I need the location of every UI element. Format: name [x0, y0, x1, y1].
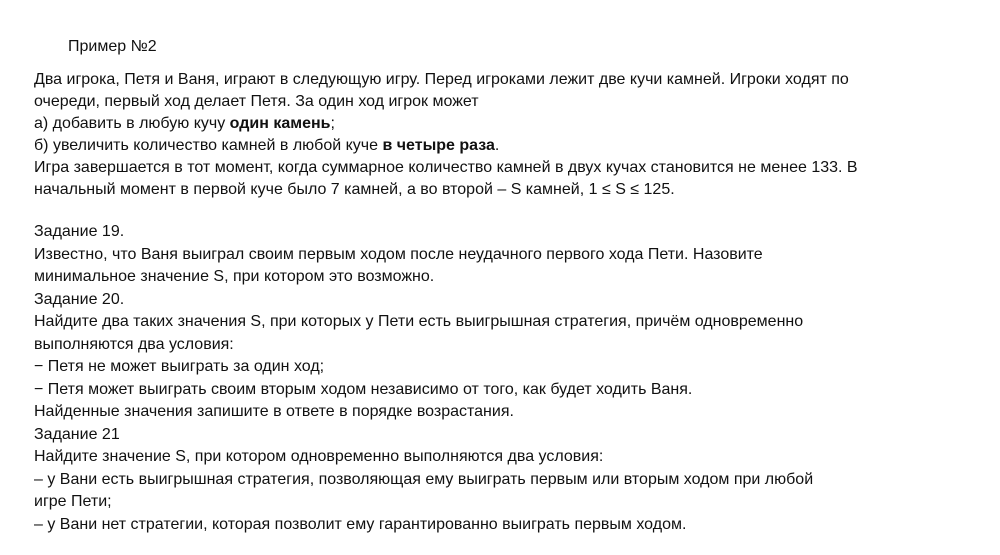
- task-21-condition-1-line-2: игре Пети;: [34, 493, 112, 510]
- move-option-b-bold: в четыре раза: [382, 137, 495, 154]
- task-20-heading: Задание 20.: [34, 290, 125, 308]
- intro-line-5: Игра завершается в тот момент, когда суммарное количество камней в двух кучах становится не менее 133. В: [34, 159, 858, 176]
- task-20-condition-1: − Петя не может выиграть за один ход;: [34, 358, 325, 375]
- task-19-heading: Задание 19.: [34, 223, 125, 240]
- task-20-line-2: выполняются два условия:: [34, 335, 234, 353]
- move-option-a-bold: один камень: [229, 115, 331, 132]
- task-21-condition-1-line-1: – у Вани есть выигрышная стратегия, позволяющая ему выиграть первым или вторым ходом при любой: [34, 470, 814, 488]
- example-title: Пример №2: [68, 38, 157, 55]
- move-option-b-prefix: б) увеличить количество камней в любой куче: [34, 137, 383, 154]
- task-21-line-1: Найдите значение S, при котором одновременно выполняются два условия:: [34, 448, 604, 465]
- task-20-condition-2: − Петя может выиграть своим вторым ходом независимо от того, как будет ходить Ваня.: [34, 380, 693, 398]
- task-21-condition-2: – у Вани нет стратегии, которая позволит ему гарантированно выиграть первым ходом.: [34, 515, 687, 533]
- intro-line-2: очереди, первый ход делает Петя. За один ход игрок может: [34, 93, 479, 110]
- move-option-b: [34, 135, 974, 157]
- tasks-section: [34, 221, 974, 536]
- move-option-b-suffix: .: [494, 137, 500, 154]
- task-19-line-1: Известно, что Ваня выиграл своим первым ходом после неудачного первого хода Пети. Назовите: [34, 245, 763, 263]
- problem-statement: [34, 69, 974, 201]
- task-19-line-2: минимальное значение S, при котором это возможно.: [34, 268, 435, 285]
- task-20-line-1: Найдите два таких значения S, при которых у Пети есть выигрышная стратегия, причём одновременно: [34, 313, 804, 330]
- task-21-heading: Задание 21: [34, 425, 120, 443]
- move-option-a: [34, 113, 974, 135]
- move-option-a-suffix: ;: [330, 115, 335, 132]
- intro-line-1: Два игрока, Петя и Ваня, играют в следующую игру. Перед игроками лежит две кучи камней. Игроки ходят по: [34, 71, 849, 88]
- move-option-a-prefix: а) добавить в любую кучу: [34, 115, 230, 132]
- task-20-line-5: Найденные значения запишите в ответе в порядке возрастания.: [34, 403, 514, 420]
- intro-line-6: начальный момент в первой куче было 7 камней, а во второй – S камней, 1 ≤ S ≤ 125.: [34, 181, 675, 198]
